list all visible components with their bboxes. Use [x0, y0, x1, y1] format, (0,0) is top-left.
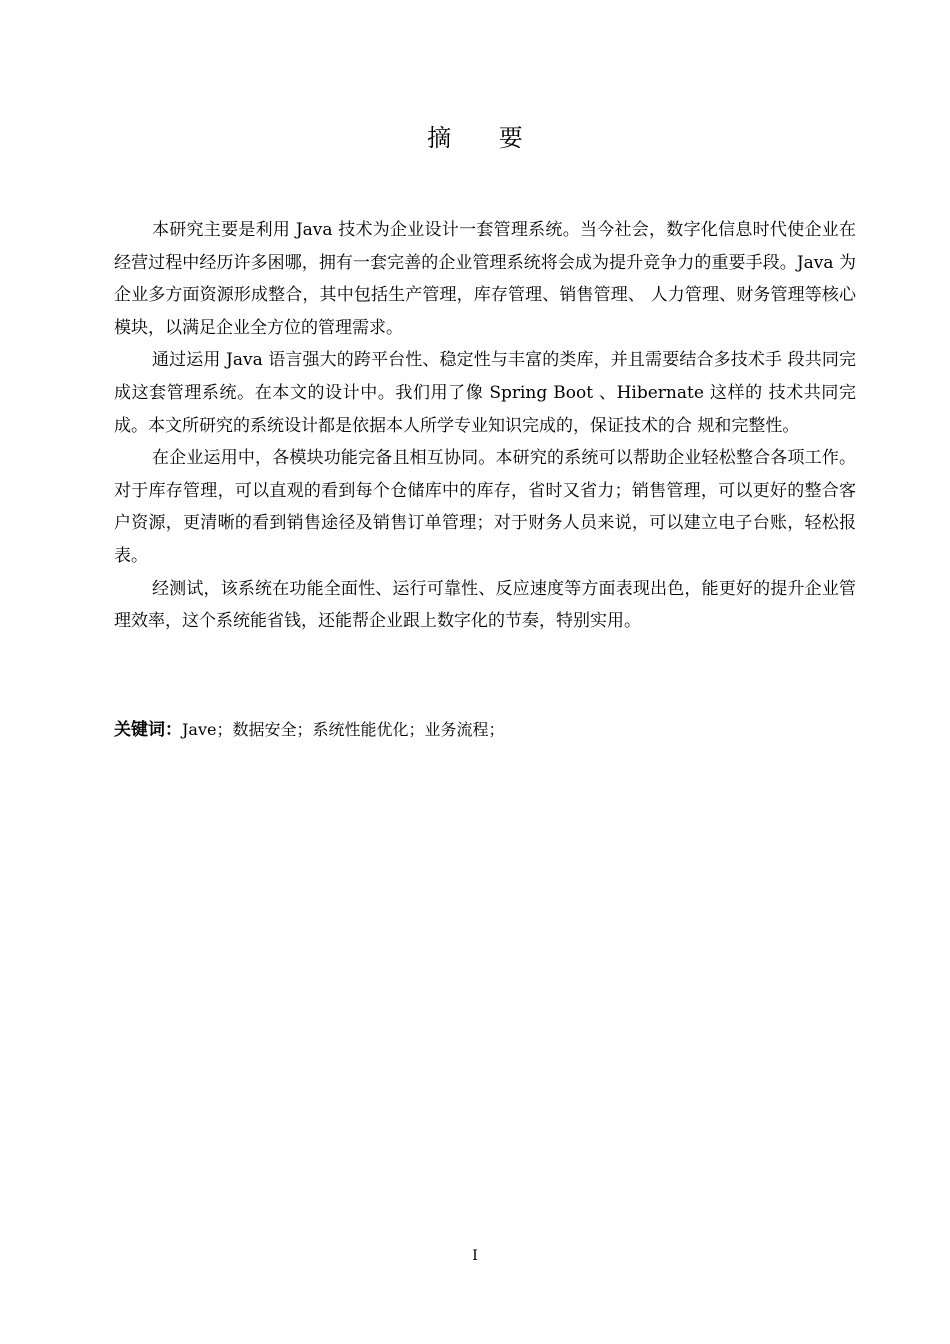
keywords-value: Jave；数据安全；系统性能优化；业务流程； [182, 720, 505, 739]
abstract-title: 摘 要 [427, 124, 543, 152]
page-number: I [472, 1248, 478, 1264]
keywords-line [114, 714, 856, 746]
abstract-paragraph-2: 通过运用 Java 语言强大的跨平台性、稳定性与丰富的类库，并且需要结合多技术手 段共同完成这套管理系统。在本文的设计中。我们用了像 Spring Boot 、Hibernate 这样的 技术共同完成。本文所研究的系统设计都是依据本人所学专业知识完成的，保证技术的合 规和完整性。 [114, 350, 856, 436]
keywords-label: 关键词： [114, 720, 182, 740]
abstract-body [114, 214, 856, 638]
abstract-paragraph-3: 在企业运用中，各模块功能完备且相互协同。本研究的系统可以帮助企业轻松整合各项工作。对于库存管理，可以直观的看到每个仓储库中的库存，省时又省力；销售管理，可以更好的整合客户资源，更清晰的看到销售途径及销售订单管理；对于财务人员来说，可以建立电子台账，轻松报表。 [114, 448, 856, 566]
abstract-paragraph-1: 本研究主要是利用 Java 技术为企业设计一套管理系统。当今社会，数字化信息时代使企业在经营过程中经历许多困哪，拥有一套完善的企业管理系统将会成为提升竞争力的重要手段。Java 为企业多方面资源形成整合，其中包括生产管理，库存管理、销售管理、 人力管理、财务管理等核心模块，以满足企业全方位的管理需求。 [114, 220, 856, 338]
abstract-paragraph-4: 经测试，该系统在功能全面性、运行可靠性、反应速度等方面表现出色，能更好的提升企业管理效率，这个系统能省钱，还能帮企业跟上数字化的节奏，特别实用。 [114, 578, 856, 632]
